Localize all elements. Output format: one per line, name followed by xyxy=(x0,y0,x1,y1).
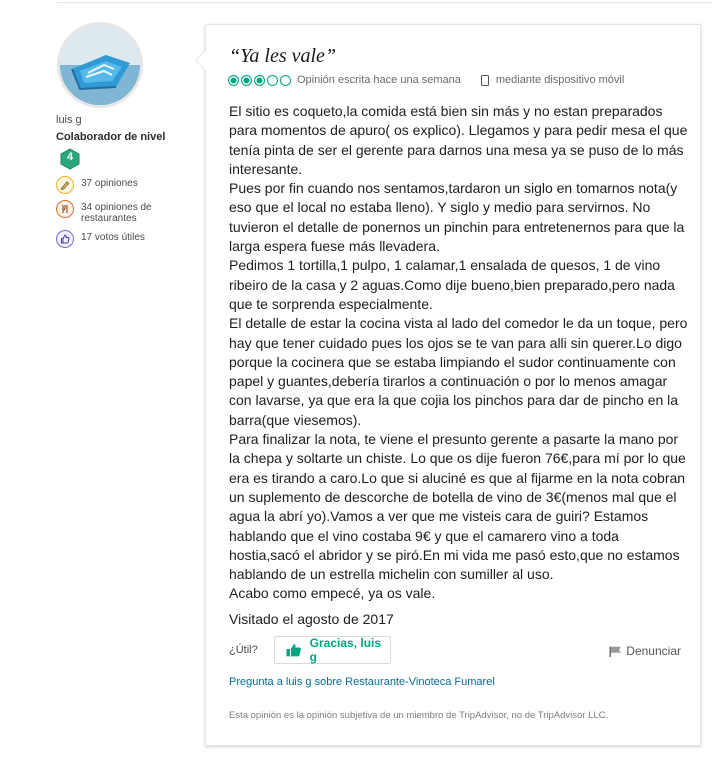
stat-restaurant-reviews xyxy=(56,200,204,224)
stat-helpful-votes xyxy=(56,230,204,248)
reviewer-profile xyxy=(56,22,204,248)
rating-bubble-empty xyxy=(280,75,291,86)
avatar[interactable] xyxy=(57,22,143,108)
mobile-phone-icon xyxy=(481,75,489,86)
pencil-icon xyxy=(56,176,74,194)
device-text: mediante dispositivo móvil xyxy=(495,74,625,86)
thanks-button-label: Gracias, luis g xyxy=(309,636,382,664)
review-paragraph: Acabo como empecé, ya os vale. xyxy=(229,585,436,602)
ask-reviewer-link[interactable]: Pregunta a luis g sobre Restaurante-Vinoteca Fumarel xyxy=(229,676,495,688)
helpful-row xyxy=(229,636,681,666)
rating-bubbles xyxy=(228,75,293,86)
review-paragraph: Pedimos 1 tortilla,1 pulpo, 1 calamar,1 ensalada de quesos, 1 de vino ribeiro de la casa y 2 aguas.Como dije bueno,bien preparado,pero nada que te sorprenda especialmente. xyxy=(229,257,675,312)
reviewer-username[interactable]: luis g xyxy=(56,114,82,126)
rating-bubble-filled xyxy=(241,75,252,86)
stat-restaurant-reviews-text: 34 opiniones de restaurantes xyxy=(81,202,152,224)
review-card xyxy=(205,24,701,746)
report-button[interactable] xyxy=(609,644,681,658)
level-number: 4 xyxy=(66,151,74,163)
review-disclaimer: Esta opinión es la opinión subjetiva de un miembro de TripAdvisor, no de TripAdvisor LLC. xyxy=(229,710,609,721)
stat-reviews-text: 37 opiniones xyxy=(81,178,138,189)
review-meta xyxy=(228,74,624,86)
thanks-button[interactable] xyxy=(274,636,391,664)
contributor-level-label: Colaborador de nivel xyxy=(56,131,166,143)
top-divider xyxy=(57,2,712,3)
level-badge xyxy=(59,148,81,170)
rating-bubble-filled xyxy=(254,75,265,86)
review-title[interactable]: “Ya les vale” xyxy=(229,45,337,67)
review-paragraph: Pues por fin cuando nos sentamos,tardaron un siglo en tomarnos nota(y eso que el local no estaba lleno). Y siglo y medio para servirnos. No tuvieron el detalle de ponernos un pinchin para entretenernos para que la larga espera fuese más llevadera. xyxy=(229,180,685,255)
visited-date: Visitado el agosto de 2017 xyxy=(229,611,394,627)
review-paragraph: El sitio es coqueto,la comida está bien sin más y no estan preparados para momentos de apuro( os explico). Llegamos y para pedir mesa el que tenía pinta de ser el gerente para darnos una mesa ya se puso de lo más interesante. xyxy=(229,103,688,177)
stat-reviews xyxy=(56,176,204,194)
review-date-text: Opinión escrita hace una semana xyxy=(297,74,461,86)
mobile-device-note xyxy=(481,74,624,86)
thumbs-up-icon xyxy=(56,230,74,248)
flag-icon xyxy=(609,646,622,657)
stat-helpful-votes-text: 17 votos útiles xyxy=(81,232,145,243)
review-paragraph: El detalle de estar la cocina vista al lado del comedor le da un toque, pero hay que tener cuidado pues los ojos se te van para alli sin querer.Lo digo porque la cocinera que se estaba limpiando el sudor continuamente con papel y guantes,debería tirarlos a continuación o por lo menos amagar con lavarse, ya que era la que cojia los pinchos para dar de pincho en la barra(que viesemos). xyxy=(229,315,688,428)
report-label: Denunciar xyxy=(626,644,681,658)
thumbs-up-icon xyxy=(286,643,302,657)
rating-bubble-filled xyxy=(228,75,239,86)
review-paragraph: Para finalizar la nota, te viene el presunto gerente a pasarte la mano por la chepa y soltarte un chiste. Lo que os dije fueron 76€,para mí por lo que era es tirando a caro.Lo que si aluciné es que al fijarme en la nota cobran un suplemento de descorche de botella de vino de 3€(menos mal que el agua la abrí yo).Vamos a ver que me visteis cara de guiri? Estamos hablando que el vino costaba 9€ y que el camarero vino a toda hostia,sacó el abridor y se piró.En mi vida me pasó esto,que no estamos hablando de un estrella michelin con sumiller al uso. xyxy=(229,431,686,583)
restaurant-icon xyxy=(56,200,74,218)
review-body xyxy=(229,102,689,604)
rating-bubble-empty xyxy=(267,75,278,86)
useful-label: ¿Útil? xyxy=(229,644,258,656)
